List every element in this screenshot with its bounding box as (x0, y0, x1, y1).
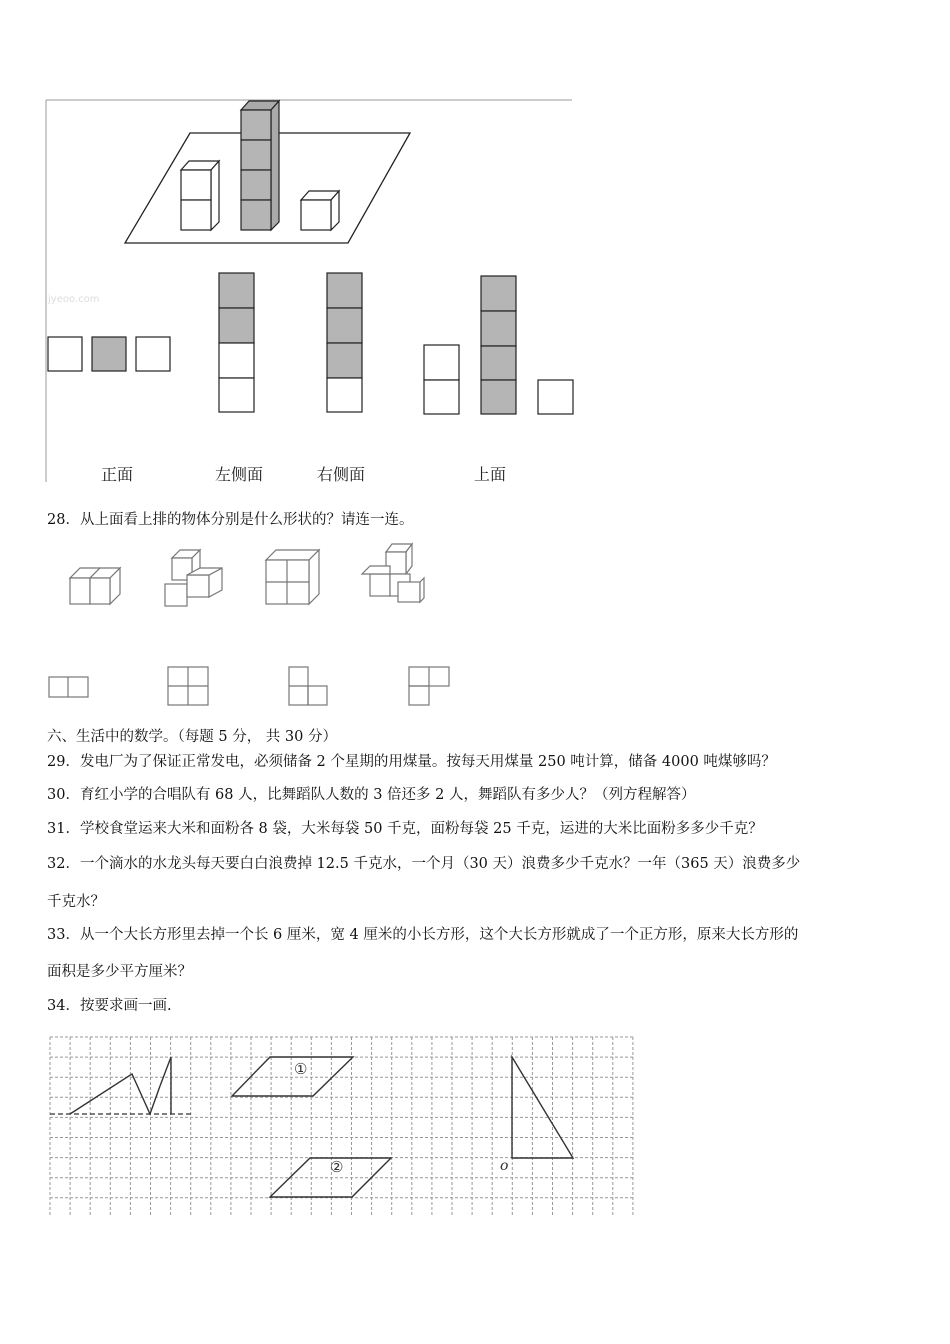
parallelogram-2-label: ② (330, 1158, 344, 1176)
shape-top-1 (49, 677, 88, 697)
question-29: 29．发电厂为了保证正常发电，必须储备 2 个星期的用煤量。按每天用煤量 250 吨计算，储备 4000 吨煤够吗？ (47, 754, 776, 770)
view-front (48, 337, 170, 371)
label-front: 正面 (101, 465, 134, 484)
figure-27-drawing (0, 0, 580, 490)
watermark-text: jyeoo.com (48, 294, 100, 305)
cube-stack-middle (241, 101, 279, 230)
question-32-line1: 32．一个滴水的水龙头每天要白白浪费掉 12.5 千克水，一个月（30 天）浪费多少千克水？一年（365 天）浪费多少 (47, 856, 801, 872)
shape-top-2 (168, 667, 208, 705)
cube-single-right (301, 191, 339, 230)
question-31: 31．学校食堂运来大米和面粉各 8 袋，大米每袋 50 千克，面粉每袋 25 千克，运进的大米比面粉多多少千克？ (47, 821, 763, 837)
question-32-line2: 千克水？ (47, 894, 105, 910)
view-right-side (327, 273, 362, 412)
question-33-line2: 面积是多少平方厘米？ (47, 964, 192, 980)
view-top (424, 276, 573, 414)
label-left-side: 左侧面 (215, 465, 264, 484)
grid-34 (0, 1030, 600, 1230)
solid-1 (70, 568, 120, 604)
question-33-line1: 33．从一个大长方形里去掉一个长 6 厘米，宽 4 厘米的小长方形，这个大长方形就成了一个正方形，原来大长方形的 (47, 927, 799, 943)
origin-label: o (500, 1158, 509, 1174)
parallelogram-1 (232, 1057, 353, 1096)
figure-28 (0, 540, 600, 720)
label-top: 上面 (474, 465, 507, 484)
solid-4 (362, 544, 424, 602)
solid-2 (165, 550, 222, 606)
cube-stack-left (181, 161, 219, 230)
shape-top-3 (289, 667, 327, 705)
figure-27 (0, 0, 580, 490)
right-triangle (512, 1057, 573, 1158)
shape-top-4 (409, 667, 449, 705)
question-30: 30．育红小学的合唱队有 68 人，比舞蹈队人数的 3 倍还多 2 人，舞蹈队有多少人？（列方程解答） (47, 787, 696, 803)
section-6-heading: 六、生活中的数学。（每题 5 分， 共 30 分） (47, 729, 337, 745)
view-left-side (219, 273, 254, 412)
question-34: 34．按要求画一画. (47, 998, 172, 1014)
grid-lines (50, 1037, 633, 1217)
zigzag-end (160, 1057, 171, 1086)
solid-3 (266, 550, 319, 604)
label-right-side: 右侧面 (317, 465, 366, 484)
question-28: 28．从上面看上排的物体分别是什么形状的？请连一连。 (47, 512, 414, 528)
zigzag-figure (70, 1074, 160, 1114)
parallelogram-1-label: ① (294, 1060, 308, 1078)
